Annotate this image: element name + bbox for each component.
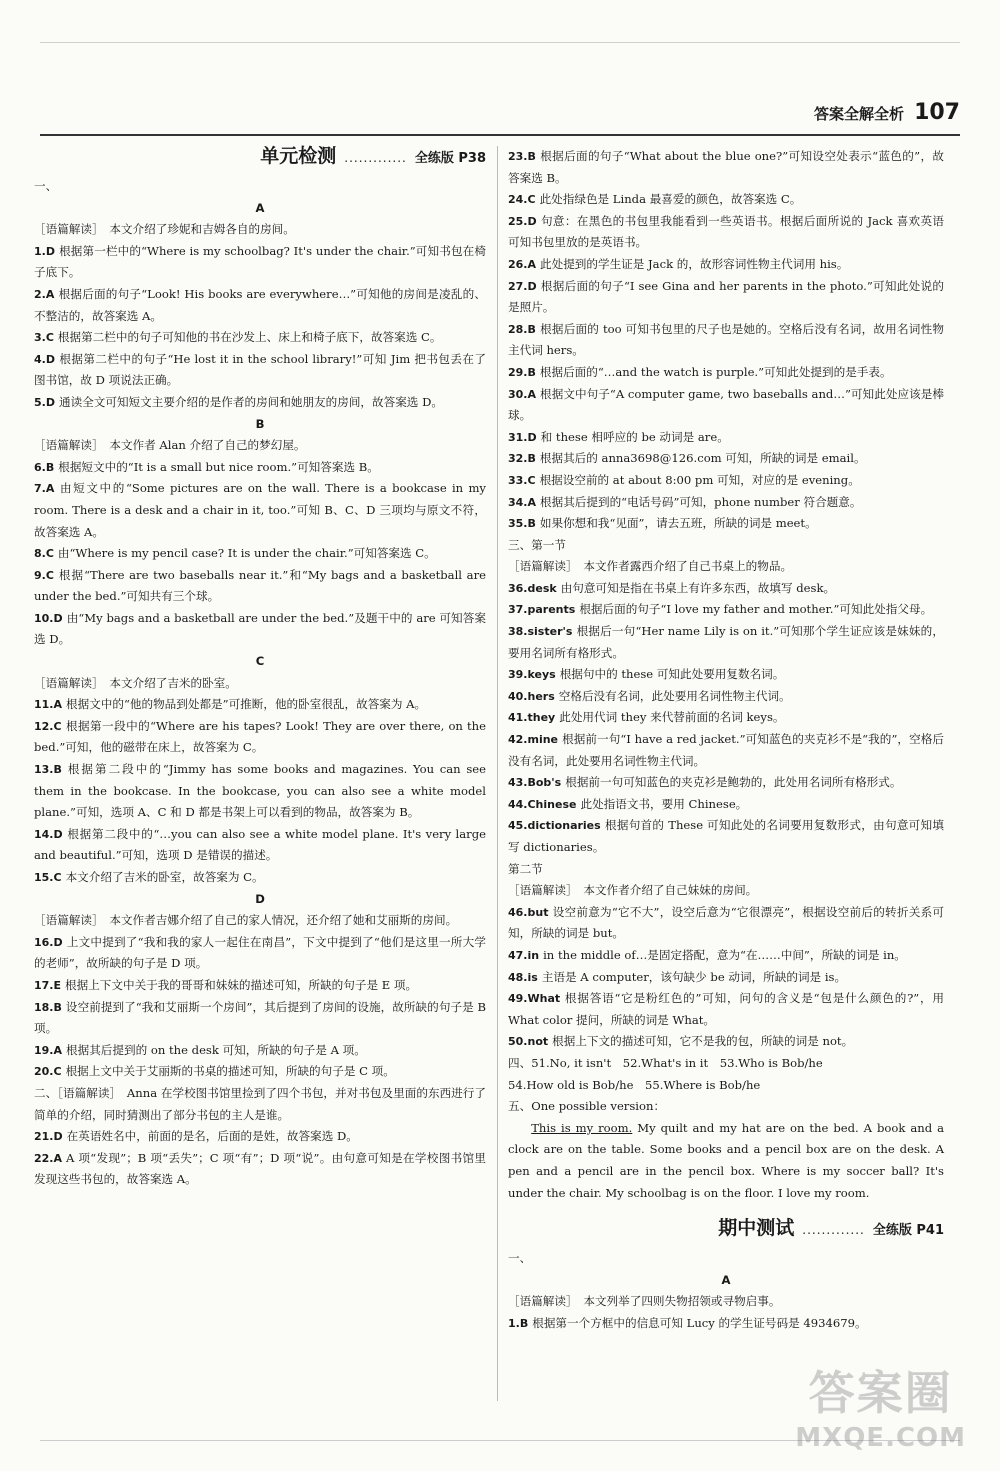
answer-explanation: 根据文中句子“A computer game, two baseballs and…”可知此处应该是棒球。 — [508, 386, 944, 423]
answer-explanation: 空格后没有名词，此处要用名词性物主代词。 — [558, 688, 791, 703]
answer-explanation: 根据上下文中关于我的哥哥和妹妹的描述可知，所缺的句子是 E 项。 — [65, 977, 418, 992]
answer-number: 27.D — [508, 279, 537, 293]
header-rule — [40, 134, 960, 136]
answer-item — [34, 327, 486, 349]
answer-number: 50.not — [508, 1035, 549, 1049]
answer-item — [34, 716, 486, 759]
text-line: ［语篇解读］ 本文介绍了珍妮和吉姆各自的房间。 — [34, 222, 295, 237]
page-number: 107 — [914, 100, 960, 125]
midterm-answer-list — [508, 1248, 944, 1334]
answer-number: 37.parents — [508, 603, 576, 617]
answer-explanation: 如果你想和我“见面”，请去五班，所缺的词是 meet。 — [539, 516, 817, 531]
header-label: 答案全解全析 — [814, 105, 905, 123]
answer-item — [34, 997, 486, 1040]
answer-number: 5.D — [34, 395, 55, 409]
answer-explanation: 由句意可知是指在书桌上有许多东西，故填写 desk。 — [560, 580, 836, 595]
right-column — [508, 146, 944, 1334]
text-line: 第二节 — [508, 861, 543, 876]
left-column — [34, 146, 486, 1191]
answer-item — [34, 694, 486, 716]
watermark-line1: 答案圈 — [808, 1366, 953, 1420]
answer-explanation: 根据短文中的“It is a small but nice room.”可知答案选 B。 — [58, 459, 379, 474]
section-edition: 全练版 P38 — [414, 151, 486, 166]
answer-item — [34, 867, 486, 889]
answer-explanation: 根据其后提到的 on the desk 可知，所缺的句子是 A 项。 — [66, 1042, 366, 1057]
answer-item — [508, 578, 944, 600]
answer-explanation: 此处指语文书，要用 Chinese。 — [580, 796, 748, 811]
text-line: 三、第一节 — [508, 537, 566, 552]
answer-item — [508, 448, 944, 470]
answer-item — [34, 759, 486, 824]
answer-explanation: 此处指绿色是 Linda 最喜爱的颜色，故答案选 C。 — [539, 192, 802, 207]
answer-explanation: 根据第二段中的“Jimmy has some books and magazines. You can see them in the bookcase. In the bookcase, you can also see a white model plane.”可知，选项 A、C 和 D 都是书架上可以看到的物品，故答案为 B。 — [34, 762, 486, 820]
text-line: 一、 — [34, 179, 58, 193]
sample-essay — [508, 1118, 944, 1204]
answer-explanation: 根据上下文的描述可知，它不是我的包，所缺的词是 not。 — [552, 1034, 854, 1049]
answer-explanation: 根据前一句可知蓝色的夹克衫是鲍勃的，此处用名词所有格形式。 — [565, 775, 902, 790]
answer-item — [34, 565, 486, 608]
answer-item — [34, 478, 486, 543]
answer-explanation: 此处用代词 they 来代替前面的名词 keys。 — [559, 710, 785, 725]
answer-explanation: 根据后面的句子“Look! His books are everywhere…”可知他的房间是凌乱的、不整洁的，故答案选 A。 — [34, 286, 486, 323]
answer-item — [508, 729, 944, 772]
answer-number: 20.C — [34, 1065, 62, 1079]
answer-number: 18.B — [34, 1000, 62, 1014]
answer-explanation: A 项“发现”；B 项“丢失”；C 项“有”；D 项“说”。由句意可知是在学校图书馆里发现这些书包的，故答案选 A。 — [34, 1150, 486, 1187]
section-edition: 全练版 P41 — [872, 1223, 944, 1239]
answer-explanation: 根据前一句“I have a red jacket.”可知蓝色的夹克衫不是“我的”，空格后没有名词，此处要用名词性物主代词。 — [508, 732, 944, 768]
answer-item — [508, 254, 944, 276]
answer-number: 34.A — [508, 495, 536, 509]
answer-number: 33.C — [508, 473, 536, 487]
answer-number: 47.in — [508, 948, 540, 962]
answer-item — [508, 664, 944, 686]
answer-explanation: 由“Where is my pencil case? It is under the chair.”可知答案选 C。 — [57, 546, 436, 561]
answer-item — [508, 794, 944, 816]
text-line: ［语篇解读］ 本文作者露西介绍了自己书桌上的物品。 — [508, 559, 793, 574]
essay-first-sentence: This is my room. — [531, 1120, 633, 1135]
text-line: ［语篇解读］ 本文作者 Alan 介绍了自己的梦幻屋。 — [34, 438, 306, 453]
answer-item — [508, 686, 944, 708]
section-dots: ............. — [344, 151, 407, 165]
answer-item — [34, 392, 486, 414]
answer-explanation: 根据第二栏中的句子“He lost it in the school library!”可知 Jim 把书包丢在了图书馆，故 D 项说法正确。 — [34, 351, 486, 388]
answer-item — [34, 1040, 486, 1062]
page-header — [814, 100, 960, 125]
answer-item — [508, 945, 944, 967]
answer-number: 2.A — [34, 287, 55, 301]
answer-explanation: 本文介绍了吉米的卧室，故答案为 C。 — [65, 870, 264, 884]
answer-number: 25.D — [508, 214, 537, 228]
answer-number: 12.C — [34, 719, 62, 733]
text-line: ［语篇解读］ 本文列举了四则失物招领或寻物启事。 — [508, 1294, 781, 1309]
answer-number: 46.but — [508, 905, 549, 919]
answer-explanation: 通读全文可知短文主要介绍的是作者的房间和她朋友的房间，故答案选 D。 — [58, 394, 443, 409]
section-title: 单元检测 — [260, 145, 337, 167]
answer-explanation: 句意：在黑色的书包里我能看到一些英语书。根据后面所说的 Jack 喜欢英语可知书包里放的是英语书。 — [508, 213, 944, 250]
answer-explanation: 根据后面的“…and the watch is purple.”可知此处提到的是手表。 — [539, 364, 892, 379]
answer-item — [508, 902, 944, 945]
answer-explanation: 根据上文中关于艾丽斯的书桌的描述可知，所缺的句子是 C 项。 — [65, 1064, 395, 1079]
answer-number: 4.D — [34, 352, 55, 366]
section-heading-unit-test — [34, 146, 486, 176]
answer-number: 43.Bob's — [508, 776, 562, 790]
answer-number: 31.D — [508, 430, 537, 444]
answer-item — [34, 1126, 486, 1148]
answer-explanation: 设空前意为“它不大”，设空后意为“它很漂亮”，根据设空前后的转折关系可知，所缺的词是 but。 — [508, 904, 944, 941]
top-rule — [40, 42, 960, 43]
answer-item — [508, 276, 944, 319]
watermark-logo — [795, 1357, 966, 1453]
answer-explanation: 根据第二栏中的句子可知他的书在沙发上、床上和椅子底下，故答案选 C。 — [57, 330, 442, 345]
answer-explanation: 根据第二段中的“…you can also see a white model plane. It's very large and beautiful.”可知，选项 D 是错误的描述。 — [34, 826, 486, 863]
answer-number: 39.keys — [508, 668, 556, 682]
text-line: 二、［语篇解读］ Anna 在学校图书馆里捡到了四个书包，并对书包及里面的东西进行了简单的介绍，同时猜测出了部分书包的主人是谁。 — [34, 1085, 486, 1122]
section-dots: ............. — [802, 1223, 865, 1238]
answer-item — [508, 211, 944, 254]
answer-item — [508, 815, 944, 858]
answer-item — [508, 427, 944, 449]
text-line: 四、51.No, it isn't 52.What's in it 53.Who is Bob/he — [508, 1055, 823, 1070]
watermark-line2: MXQE.COM — [795, 1423, 966, 1453]
answer-number: 17.E — [34, 978, 62, 992]
answer-explanation: 根据文中的“他的物品到处都是”可推断，他的卧室很乱，故答案为 A。 — [66, 697, 427, 712]
answer-number: 9.C — [34, 568, 54, 582]
answer-explanation: 根据后面的句子“I see Gina and her parents in the photo.”可知此处说的是照片。 — [508, 278, 944, 315]
answer-explanation: 根据设空前的 at about 8:00 pm 可知，对应的是 evening。 — [539, 472, 860, 487]
answer-number: 1.D — [34, 244, 55, 258]
right-answer-list — [508, 146, 944, 1204]
answer-explanation: 根据第一栏中的“Where is my schoolbag? It's under the chair.”可知书包在椅子底下。 — [34, 243, 486, 280]
answer-number: 28.B — [508, 322, 536, 336]
essay-body: My quilt and my hat are on the bed. A book and a clock are on the table. Some books and a pencil box are on the desk. A pen and a pencil are in the pencil box. Where is my soccer ball? It's under the chair. My schoolbag is on the floor. I love my room. — [508, 1120, 945, 1200]
answer-explanation: 根据后一句“Her name Lily is on it.”可知那个学生证应该是妹妹的，要用名词所有格形式。 — [508, 624, 944, 660]
answer-explanation: 根据其后提到的“电话号码”可知，phone number 符合题意。 — [540, 494, 862, 509]
answer-explanation: 根据“There are two baseballs near it.”和“My bags and a basketball are under the bed.”可知共有三个球。 — [34, 567, 486, 604]
answer-number: 22.A — [34, 1151, 62, 1165]
answer-item — [34, 543, 486, 565]
answer-number: 40.hers — [508, 689, 555, 703]
answer-number: 8.C — [34, 547, 54, 561]
answer-number: 11.A — [34, 698, 62, 712]
answer-item — [508, 988, 944, 1031]
answer-number: 36.desk — [508, 581, 557, 595]
text-line: 五、One possible version： — [508, 1099, 666, 1114]
answer-number: 24.C — [508, 193, 536, 207]
part-label: A — [255, 200, 265, 215]
answer-item — [508, 319, 944, 362]
answer-explanation: 根据答语“它是粉红色的”可知，问句的含义是“包是什么颜色的?”，用 What color 提问，所缺的词是 What。 — [508, 991, 944, 1027]
answer-explanation: 根据句首的 These 可知此处的名词要用复数形式，由句意可知填写 dictionaries。 — [508, 818, 944, 854]
answer-item — [508, 362, 944, 384]
answer-item — [34, 241, 486, 284]
answer-item — [508, 1031, 944, 1053]
answer-item — [34, 457, 486, 479]
answer-number: 26.A — [508, 257, 536, 271]
answer-explanation: 上文中提到了“我和我的家人一起住在南昌”，下文中提到了“他们是这里一所大学的老师”，故所缺的句子是 D 项。 — [34, 934, 486, 971]
part-label: A — [721, 1272, 731, 1287]
answer-number: 3.C — [34, 331, 54, 345]
text-line: ［语篇解读］ 本文作者吉娜介绍了自己的家人情况，还介绍了她和艾丽斯的房间。 — [34, 913, 458, 928]
answer-number: 1.B — [508, 1316, 529, 1330]
part-label: B — [255, 416, 265, 431]
answer-explanation: 由短文中的“Some pictures are on the wall. There is a bookcase in my room. There is a desk and a chair in it, too.”可知 B、C、D 三项均与原文不符，故答案选 A。 — [34, 481, 486, 539]
answer-item — [34, 975, 486, 997]
text-line: 54.How old is Bob/he 55.Where is Bob/he — [508, 1077, 761, 1092]
answer-number: 30.A — [508, 387, 536, 401]
section-title: 期中测试 — [718, 1217, 795, 1240]
part-label: C — [255, 654, 265, 669]
column-divider — [497, 146, 498, 1401]
answer-item — [508, 599, 944, 621]
answer-item — [508, 384, 944, 427]
answer-number: 7.A — [34, 482, 55, 496]
answer-item — [34, 1061, 486, 1083]
answer-item — [508, 492, 944, 514]
text-line: ［语篇解读］ 本文作者介绍了自己妹妹的房间。 — [508, 883, 758, 898]
answer-number: 10.D — [34, 611, 63, 625]
answer-number: 19.A — [34, 1043, 62, 1057]
answer-explanation: in the middle of…是固定搭配，意为“在……中间”，所缺的词是 in。 — [543, 947, 906, 962]
answer-explanation: 根据第一个方框中的信息可知 Lucy 的学生证号码是 4934679。 — [532, 1315, 867, 1330]
answer-explanation: 根据后面的 too 可知书包里的尺子也是她的。空格后没有名词，故用名词性物主代词 hers。 — [508, 321, 944, 358]
answer-item — [34, 284, 486, 327]
section-heading-midterm — [508, 1218, 944, 1248]
text-line: ［语篇解读］ 本文介绍了吉米的卧室。 — [34, 675, 237, 690]
answer-item — [508, 513, 944, 535]
answer-explanation: 设空前提到了“我和艾丽斯一个房间”，其后提到了房间的设施，故所缺的句子是 B 项。 — [34, 999, 486, 1036]
answer-number: 14.D — [34, 827, 63, 841]
answer-item — [508, 967, 944, 989]
answer-item — [508, 707, 944, 729]
answer-explanation: 由“My bags and a basketball are under the bed.”及题干中的 are 可知答案选 D。 — [34, 610, 486, 647]
answer-number: 6.B — [34, 460, 55, 474]
part-label: D — [255, 891, 265, 906]
answer-number: 16.D — [34, 935, 63, 949]
answer-item — [34, 824, 486, 867]
answer-number: 35.B — [508, 517, 536, 531]
answer-item — [34, 608, 486, 651]
answer-item — [34, 349, 486, 392]
answer-number: 44.Chinese — [508, 797, 577, 811]
answer-item — [34, 1148, 486, 1191]
answer-explanation: 和 these 相呼应的 be 动词是 are。 — [540, 429, 729, 444]
answer-item — [508, 189, 944, 211]
answer-item — [508, 470, 944, 492]
answer-number: 49.What — [508, 992, 561, 1006]
answer-item — [508, 1313, 944, 1335]
answer-number: 13.B — [34, 763, 62, 777]
left-answer-list — [34, 176, 486, 1191]
answer-explanation: 在英语姓名中，前面的是名，后面的是姓，故答案选 D。 — [66, 1129, 358, 1144]
answer-explanation: 根据第一段中的“Where are his tapes? Look! They are over there, on the bed.”可知，他的磁带在床上，故答案为 C。 — [34, 718, 486, 755]
answer-number: 23.B — [508, 150, 536, 163]
answer-number: 21.D — [34, 1130, 63, 1144]
answer-number: 41.they — [508, 711, 556, 725]
answer-number: 45.dictionaries — [508, 819, 601, 833]
answer-explanation: 主语是 A computer，该句缺少 be 动词，所缺的词是 is。 — [541, 969, 847, 984]
answer-number: 29.B — [508, 365, 536, 379]
answer-number: 38.sister's — [508, 625, 573, 639]
answer-number: 15.C — [34, 871, 62, 884]
answer-number: 48.is — [508, 970, 538, 984]
answer-item — [508, 146, 944, 189]
answer-item — [508, 621, 944, 664]
answer-explanation: 根据句中的 these 可知此处要用复数名词。 — [559, 667, 785, 682]
answer-explanation: 根据其后的 anna3698@126.com 可知，所缺的词是 email。 — [539, 451, 866, 466]
answer-explanation: 根据后面的句子“I love my father and mother.”可知此处指父母。 — [579, 602, 933, 617]
answer-number: 32.B — [508, 452, 536, 466]
answer-explanation: 此处提到的学生证是 Jack 的，故形容词性物主代词用 his。 — [540, 256, 849, 271]
answer-number: 42.mine — [508, 733, 559, 747]
answer-item — [508, 772, 944, 794]
answer-item — [34, 932, 486, 975]
answer-explanation: 根据后面的句子“What about the blue one?”可知设空处表示“蓝色的”，故答案选 B。 — [508, 149, 944, 185]
text-line: 一、 — [508, 1251, 532, 1266]
